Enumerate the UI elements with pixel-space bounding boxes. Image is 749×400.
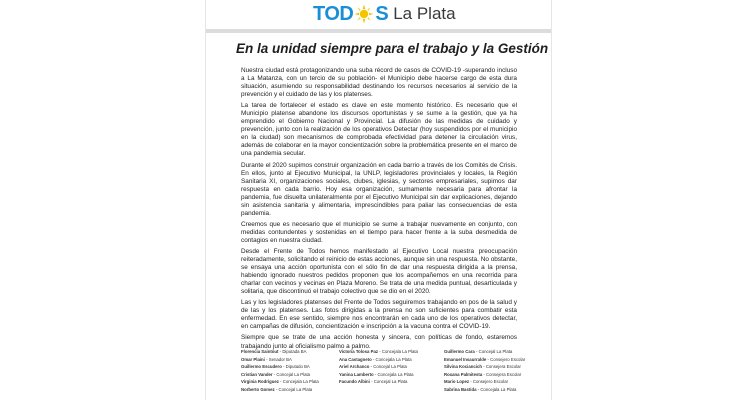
paragraph: Creemos que es necesario que el municipio se sume a trabajar nuevamente en conjunto, con medidas contundentes y sostenidas en el tiempo para hacer frente a la suba desmedida de contagios en nuestra ciudad. [241,220,517,244]
signatory: Facundo Albini - Concejal La Plata [339,379,408,384]
paragraph: Las y los legisladores platenses del Frente de Todos seguiremos trabajando en pos de la salud y de las y los platenses. Las fotos dirigidas a la prensa no son suficientes para combatir esta enfermedad. En ese sentido, siempre nos encontrarán en cada uno de los operativos detectar, en campañas de difusión, concientización e inscripción a la vacuna contra el COVID-19. [241,299,517,331]
paragraph: Durante el 2020 supimos construir organización en cada barrio a través de los Comités de Crisis. En ellos, junto al Ejecutivo Municipal, la UNLP, legisladores provinciales y locales, la Región Sanitaria XI, organizaciones sociales, clubes, iglesias, y sectores empresariales, supimos dar respuesta en cada barrio. Hoy esa organización, sumamente necesaria para afrontar la pandemia, fue disuelta unilateralmente por el Ejecutivo Municipal sin dar explicaciones, dejando sin asistencia sanitaria y alimentaria, imprescindibles para paliar las consecuencias de esta pandemia. [241,161,517,217]
signatory: Ana Castagneto - Concejala La Plata [339,356,412,362]
masthead [206,0,551,30]
logo-brand-part2: S [375,3,389,25]
paragraph: Siempre que se trate de una acción honesta y sincera, con políticas de fondo, estaremos trabajando junto al oficialismo palmo a palmo. [241,334,517,350]
signatory: Omar Plaini - Senador BA [241,356,292,362]
signatory [339,386,444,394]
paragraph: Desde el Frente de Todos hemos manifestado al Ejecutivo Local nuestra preocupación reiteradamente, solicitando el reinicio de estas acciones, aunque sin una respuesta. No obstante, se ensaya una acción oportunista con el sólo fin de dar una respuesta dirigida a la prensa, habiendo ignorado nuestros pedidos proponen que los acompañemos en una recorrida para charlar con vecinos y vecinas en Plaza Moreno. Se trata de una medida puntual, desarticulada y solitaria, que discontinuó el trabajo colectivo que se dio en el 2020. [241,247,517,296]
signatory: Guillermo Escudero - Diputado BA [241,364,310,369]
sun-icon [354,4,374,24]
masthead-divider [206,29,551,33]
headline: En la unidad siempre para el trabajo y la Gestión [236,41,549,56]
paragraph: Nuestra ciudad está protagonizando una suba récord de casos de COVID-19 -superando incluso a La Matanza, con un tercio de su población- el Municipio debe hacerse cargo de esta dura situación, asumiendo su responsabilidad destinando los recursos necesarios al servicio de la prevención y el cuidado de las y los platenses. [241,67,517,99]
todos-logo [313,3,456,25]
signatory: Victoria Tolosa Paz - Concejala La Plata [339,349,418,354]
signatory: Norberto Gomez - Concejal La Plata [241,386,313,392]
paragraph: La tarea de fortalecer el estado es clave en este momento histórico. Es necesario que el Municipio platense abandone los discursos oportunistas y se sume a la gestión, que ya ha emprendido el Gobierno Nacional y Provincial. La difusión de las medidas de cuidado y prevención, junto con la realización de los operativos Detectar (hoy suspendidos por el municipio en la ciudad) son mecanismos de comprobada efectividad para detener la circulación virus, además de colaborar en la mayor concientización sobre la problemática presente en el marco de una pandemia secular. [241,102,517,158]
signatory: Florencia Saintout - Diputada BA [241,349,307,354]
signatory: Guillermo Cara - Concejal La Plata [444,349,513,354]
logo-city: La Plata [393,4,456,23]
article-body [241,67,517,354]
signatory: Mario Lopez - Consejero Escolar [444,379,509,384]
signatory: Cristian Vander - Concejal La Plata [241,371,311,377]
signatory: Ariel Archanco - Concejal La Plata [339,364,407,369]
logo-brand-part1: TOD [313,3,354,25]
signatory: Roxana Palmitesta - Consejera Escolar [444,371,522,377]
signatory: Silvina Kociancich - Consejera Escolar [444,364,521,369]
signatory: Emanuel Insaurralde - Consejero Escolar [444,356,526,362]
signatories [241,348,531,393]
signatory: Yanina Lamberto - Concejala La Plata [339,371,414,377]
signatory: Virginia Rodríguez - Concejala La Plata [241,379,319,384]
signatory: Sabrina Bastida - Concejala La Plata [444,386,517,392]
newspaper-page [205,0,552,400]
